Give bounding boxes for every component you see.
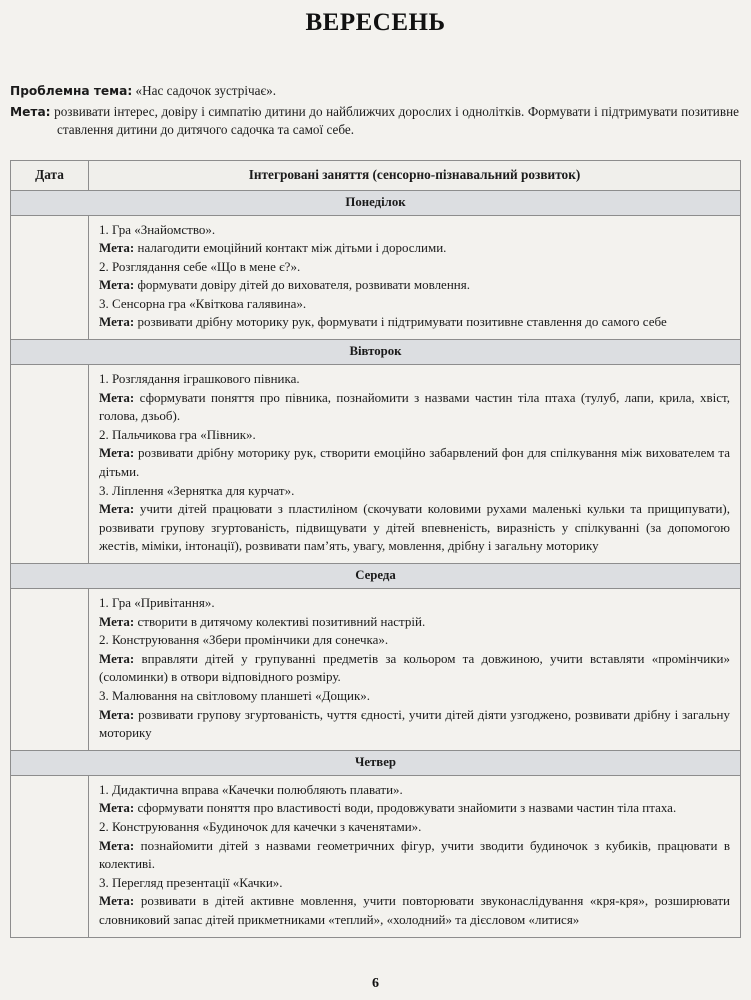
activity-title	[99, 781, 730, 800]
activity-title-text: Пальчикова гра «Півник».	[112, 426, 256, 442]
activity-title	[99, 221, 730, 240]
table-row	[11, 775, 741, 937]
column-header-activities: Інтегровані заняття (сенсорно-пізнавальний розвиток)	[89, 160, 741, 190]
date-cell	[11, 775, 89, 937]
goal-label: Мета:	[10, 104, 51, 119]
goal-value: розвивати інтерес, довіру і симпатію дитини до найближчих дорослих і однолітків. Формувати і підтримувати позитивне ставлення дитини до дитячого садочка та самої себе.	[54, 103, 739, 137]
activity-goal	[99, 613, 730, 632]
activity-goal-text: сформувати поняття про півника, познайомити з назвами частин тіла птаха (тулуб, лапи, крила, хвіст, голова, дзьоб).	[99, 389, 731, 424]
schedule-table	[10, 160, 741, 938]
activity-goal-text: познайомити дітей з назвами геометричних фігур, учити зводити будиночок з кубиків, працювати в колективі.	[99, 837, 730, 872]
activity-number: 3.	[99, 482, 112, 498]
activity-number: 1.	[99, 371, 112, 387]
activity-number: 2.	[99, 258, 112, 274]
activity-goal-label: Мета:	[99, 706, 139, 722]
activity-goal	[99, 313, 730, 332]
activity-title	[99, 482, 730, 501]
day-header-row	[11, 750, 741, 775]
table-row	[11, 365, 741, 564]
activity-goal-label: Мета:	[99, 501, 140, 517]
column-header-date: Дата	[11, 160, 89, 190]
activity-title-text: Ліплення «Зернятка для курчат».	[112, 482, 295, 498]
activity-goal-label: Мета:	[99, 240, 138, 256]
activity-title	[99, 818, 730, 837]
activity-title	[99, 687, 730, 706]
activity-title	[99, 295, 730, 314]
day-name: Вівторок	[11, 340, 741, 365]
activity-goal-label: Мета:	[99, 613, 138, 629]
table-row	[11, 215, 741, 340]
activity-goal-text: розвивати дрібну моторику рук, формувати і підтримувати позитивне ставлення до самого себе	[137, 314, 667, 330]
activity-goal-label: Мета:	[99, 445, 138, 461]
activity-title-text: Гра «Знайомство».	[112, 221, 216, 237]
schedule-table-body	[11, 190, 741, 937]
activity-goal	[99, 650, 730, 687]
activity-goal-text: розвивати групову згуртованість, чуття єдності, учити дітей діяти узгоджено, розвивати дрібну і загальну моторику	[99, 706, 730, 741]
activity-number: 2.	[99, 818, 112, 834]
activity-title	[99, 426, 730, 445]
activities-cell	[89, 215, 741, 340]
intro-block	[0, 82, 751, 140]
activity-title-text: Конструювання «Будиночок для качечки з каченятами».	[112, 818, 422, 834]
activity-goal	[99, 799, 730, 818]
day-name: Понеділок	[11, 190, 741, 215]
date-cell	[11, 589, 89, 751]
activity-goal	[99, 276, 730, 295]
activity-goal	[99, 239, 730, 258]
activity-number: 3.	[99, 874, 112, 890]
activity-number: 2.	[99, 426, 112, 442]
activity-goal	[99, 389, 730, 426]
table-row	[11, 589, 741, 751]
activity-title-text: Гра «Привітання».	[112, 595, 215, 610]
day-name: Четвер	[11, 750, 741, 775]
activity-goal-label: Мета:	[99, 389, 140, 405]
activity-title-text: Сенсорна гра «Квіткова галявина».	[112, 295, 307, 311]
day-header-row	[11, 564, 741, 589]
activity-title-text: Малювання на світловому планшеті «Дощик».	[112, 687, 371, 703]
activity-goal-text: розвивати в дітей активне мовлення, учити повторювати звуконаслідування «кря-кря», розширювати словниковий запас дітей прикметниками «теплий», «холодний» та дієсловом «литися»	[99, 893, 730, 927]
activity-goal-text: створити в дитячому колективі позитивний настрій.	[137, 613, 426, 629]
activity-number: 2.	[99, 632, 112, 648]
day-header-row	[11, 340, 741, 365]
activity-goal-label: Мета:	[99, 314, 138, 330]
activity-goal	[99, 892, 730, 929]
activity-goal-text: формувати довіру дітей до вихователя, розвивати мовлення.	[137, 277, 470, 293]
activities-cell	[89, 365, 741, 564]
activity-goal-text: сформувати поняття про властивості води, продовжувати знайомити з назвами частин тіла птаха.	[137, 800, 677, 816]
problem-theme-label: Проблемна тема:	[10, 84, 133, 98]
activity-title	[99, 874, 730, 893]
activity-number: 3.	[99, 687, 112, 703]
activity-number: 1.	[99, 781, 112, 797]
activity-title	[99, 258, 730, 277]
activities-cell	[89, 775, 741, 937]
date-cell	[11, 215, 89, 340]
activity-title	[99, 631, 730, 650]
activity-goal-text: учити дітей працювати з пластиліном (скочувати коловими рухами маленькі кульки та прищипувати), розвивати групову згуртованість, підвищувати у дітей впевненість, виразність у спілкуванні (за допомогою жестів, міміки, інтонації), розвивати пам’ять, увагу, мовлення, дрібну і загальну моторику	[99, 501, 730, 554]
activity-goal	[99, 444, 730, 481]
activity-title	[99, 594, 730, 613]
page-number: 6	[372, 976, 379, 991]
activity-number: 1.	[99, 221, 112, 237]
activity-goal-label: Мета:	[99, 277, 138, 293]
activity-title-text: Дидактична вправа «Качечки полюбляють плавати».	[112, 781, 403, 797]
activity-goal-label: Мета:	[99, 837, 141, 853]
activity-goal-label: Мета:	[99, 650, 142, 666]
activity-title	[99, 370, 730, 389]
activity-goal	[99, 500, 730, 556]
day-header-row	[11, 190, 741, 215]
problem-theme-value: «Нас садочок зустрічає».	[135, 83, 277, 98]
activity-goal-label: Мета:	[99, 893, 141, 909]
activity-title-text: Перегляд презентації «Качки».	[112, 874, 283, 890]
date-cell	[11, 365, 89, 564]
activity-number: 1.	[99, 595, 112, 610]
problem-theme-line	[10, 82, 739, 101]
activity-number: 3.	[99, 295, 112, 311]
activity-goal-text: розвивати дрібну моторику рук, створити емоційно забарвлений фон для спілкування між вихователем та дітьми.	[99, 445, 730, 480]
activity-title-text: Конструювання «Збери промінчики для сонечка».	[112, 632, 389, 648]
activity-goal-text: налагодити емоційний контакт між дітьми і дорослими.	[137, 240, 447, 256]
activity-goal-label: Мета:	[99, 800, 138, 816]
activity-goal	[99, 837, 730, 874]
activity-goal-text: вправляти дітей у групуванні предметів за кольором та довжиною, учити вставляти «промінчики» (соломинки) в отвори відповідного розміру.	[99, 650, 730, 685]
activities-cell	[89, 589, 741, 751]
table-header-row	[11, 160, 741, 190]
activity-title-text: Розглядання іграшкового півника.	[112, 371, 300, 387]
goal-line	[10, 103, 739, 140]
activity-title-text: Розглядання себе «Що в мене є?».	[112, 258, 301, 274]
page-title: ВЕРЕСЕНЬ	[305, 9, 446, 36]
activity-goal	[99, 706, 730, 743]
day-name: Середа	[11, 564, 741, 589]
